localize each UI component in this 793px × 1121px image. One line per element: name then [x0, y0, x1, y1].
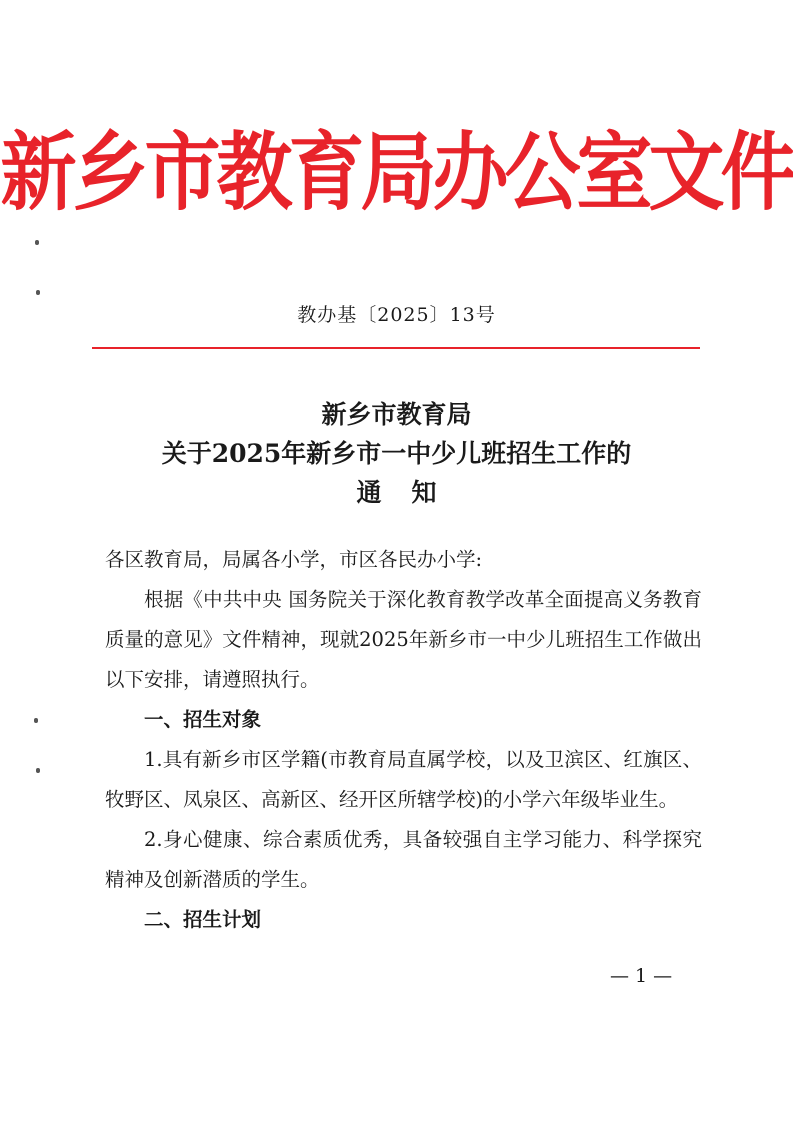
scan-speck [35, 240, 39, 245]
scan-speck [36, 768, 40, 773]
document-number: 教办基〔2025〕13号 [297, 304, 496, 326]
scan-speck [36, 290, 40, 295]
salutation: 各区教育局，局属各小学，市区各民办小学: [105, 548, 483, 571]
notice-title-line1: 新乡市教育局 [321, 400, 472, 429]
list-item-1: 1.具有新乡市区学籍(市教育局直属学校，以及卫滨区、红旗区、牧野区、凤泉区、高新区、经开区所辖学校)的小学六年级毕业生。 [105, 748, 702, 811]
masthead-title: 新乡市教育局办公室文件 [0, 122, 793, 223]
scan-speck [34, 718, 38, 723]
list-item-2: 2.身心健康、综合素质优秀，具备较强自主学习能力、科学探究精神及创新潜质的学生。 [105, 828, 702, 891]
notice-title-line2: 关于2025年新乡市一中少儿班招生工作的 [161, 439, 632, 468]
section-heading-1: 一、招生对象 [144, 708, 262, 731]
red-divider-line [92, 347, 700, 349]
document-body [105, 540, 702, 940]
section-heading-2: 二、招生计划 [144, 908, 262, 931]
notice-title-line3: 通知 [356, 478, 467, 507]
intro-paragraph: 根据《中共中央 国务院关于深化教育教学改革全面提高义务教育质量的意见》文件精神，现就2025年新乡市一中少儿班招生工作做出以下安排，请遵照执行。 [105, 588, 702, 691]
page-number: — 1 — [610, 965, 673, 987]
